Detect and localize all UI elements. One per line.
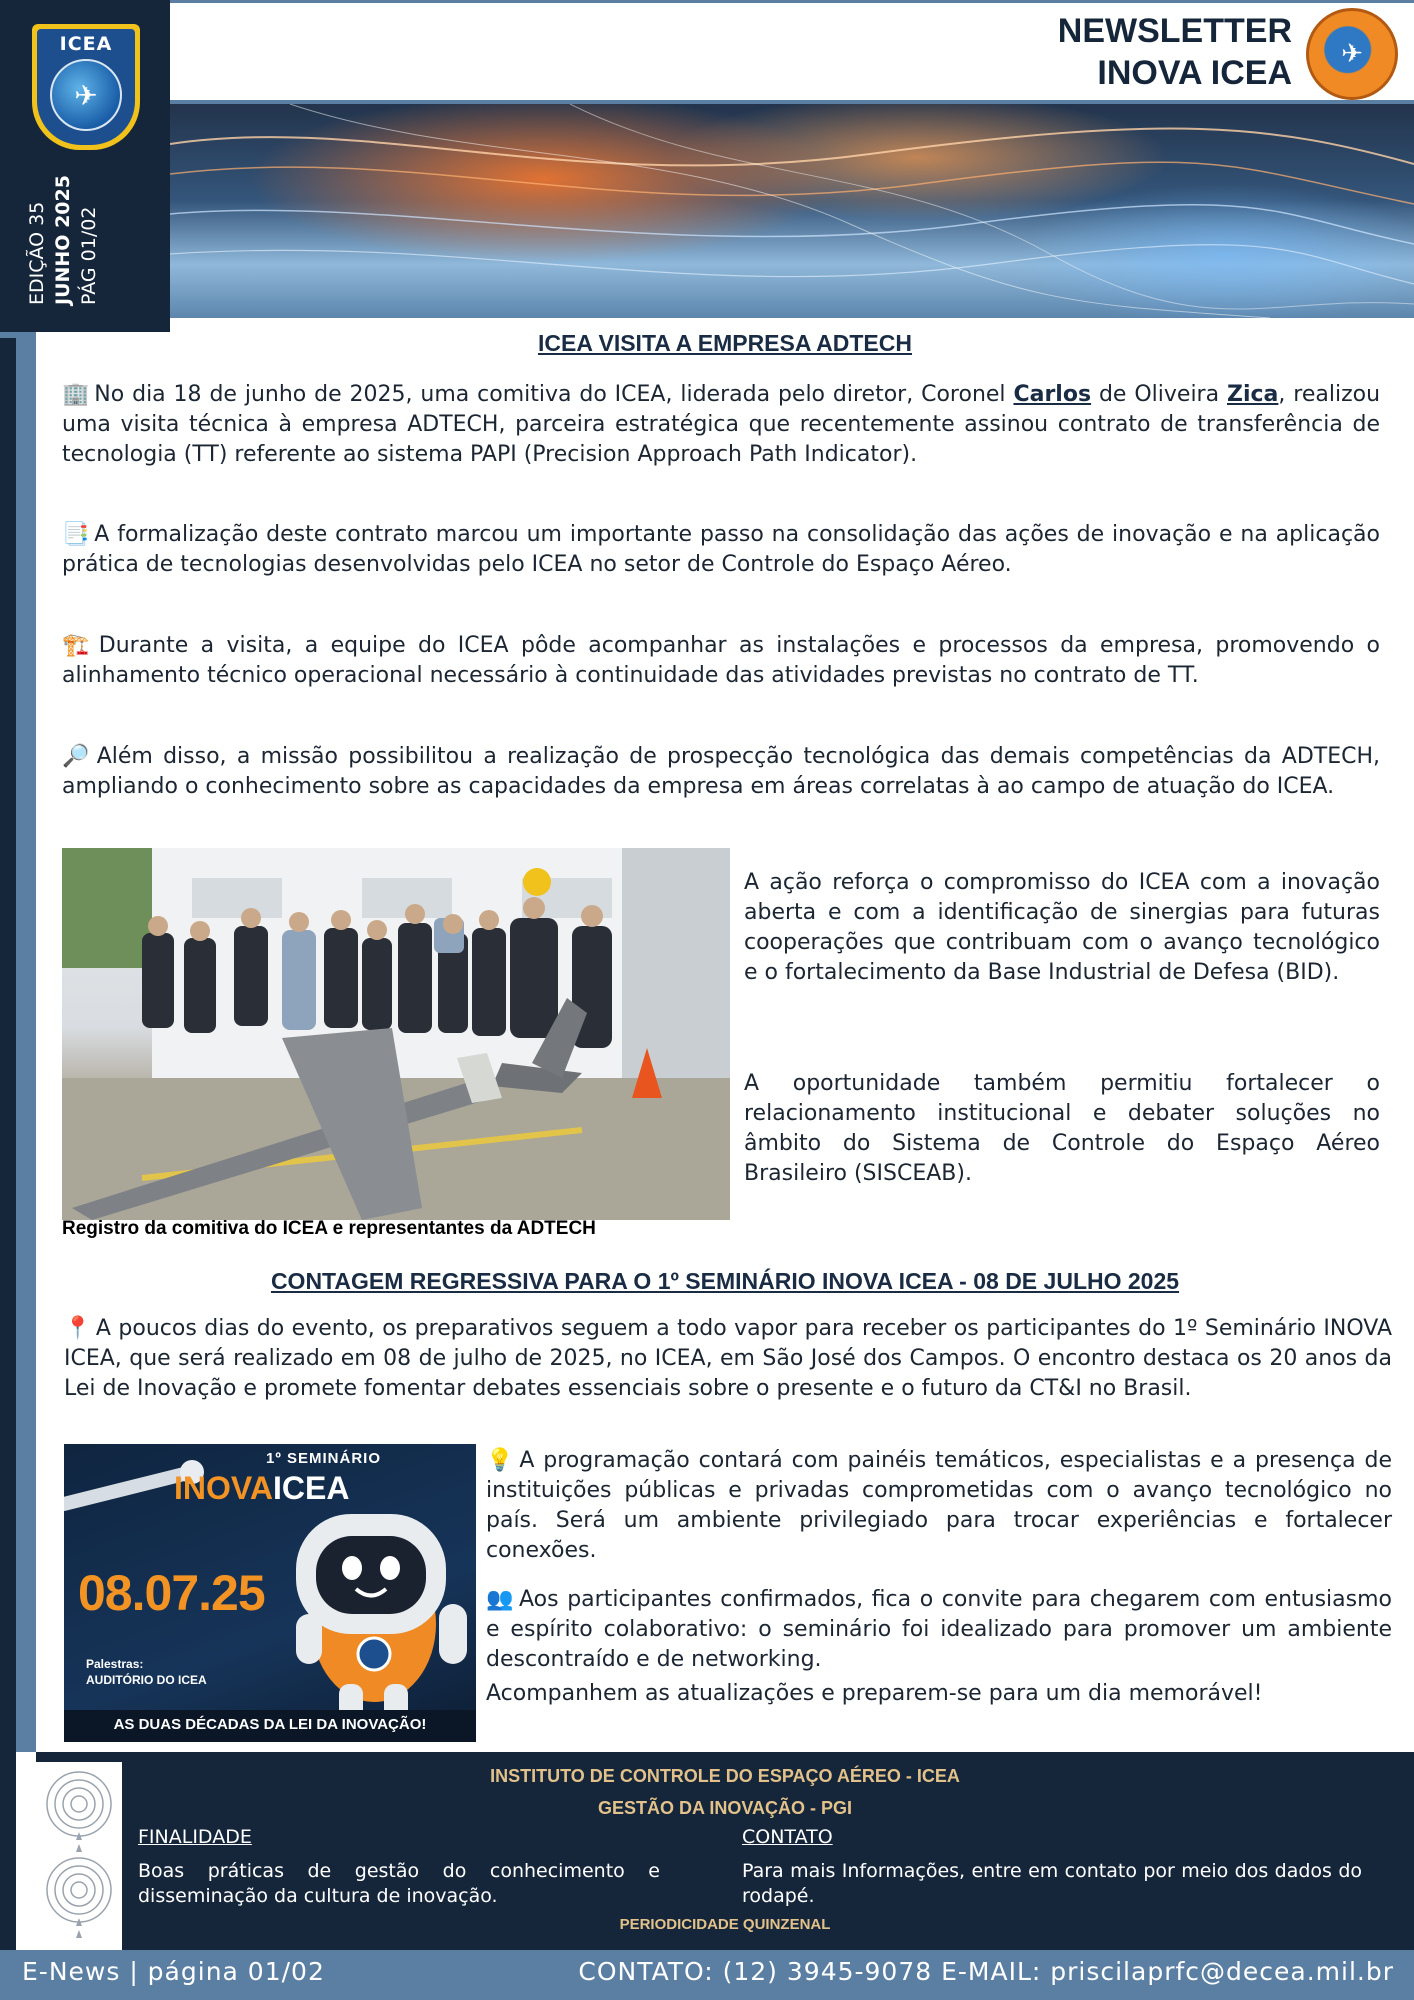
people-icon: 👥 (486, 1587, 516, 1612)
article1-paragraph-6: A oportunidade também permitiu fortalecer o relacionamento institucional e debater soluções no âmbito do Sistema de Controle do Espaço Aéreo Brasileiro (SISCEAB). (744, 1071, 1380, 1186)
magnifier-icon: 🔎 (62, 744, 93, 769)
article2-paragraph-4: Acompanhem as atualizações e preparem-se para um dia memorável! (486, 1681, 1263, 1706)
construction-crane-icon: 🏗️ (62, 633, 95, 658)
article2-paragraph-2: 💡 A programação contará com painéis temáticos, especialistas e a presença de instituições públicas e privadas comprometidas com o avanço tecnológico no país. Será um ambiente privilegiado para trocar experiências e fortalecer conexões. (486, 1448, 1392, 1563)
article1-title: ICEA VISITA A EMPRESA ADTECH (538, 330, 912, 356)
article2-paragraph-1: 📍 A poucos dias do evento, os preparativos seguem a todo vapor para receber os participantes do 1º Seminário INOVA ICEA, que será realizado em 08 de julho de 2025, no ICEA, em São José dos Campos. O encontro destaca os 20 anos da Lei de Inovação e promete fomentar debates essenciais sobre o presente e o futuro da CT&I no Brasil. (64, 1316, 1392, 1401)
lightbulb-icon: 💡 (486, 1448, 516, 1473)
article1-paragraph-2: 📑 A formalização deste contrato marcou um importante passo na consolidação das ações de inovação e na aplicação prática de tecnologias desenvolvidas pelo ICEA no setor de Controle do Espaço Aéreo. (62, 522, 1380, 577)
edition-info (26, 175, 100, 305)
contact-info[interactable]: CONTATO: (12) 3945-9078 E-MAIL: priscilaprfc@decea.mil.br (578, 1957, 1394, 1986)
footer-contact-text: Para mais Informações, entre em contato por meio dos dados do rodapé. (742, 1860, 1362, 1907)
edition-number: EDIÇÃO 35 (26, 201, 48, 305)
light-streaks-graphic (170, 104, 1414, 318)
footer-periodicity: PERIODICIDADE QUINZENAL (619, 1916, 831, 1933)
icea-logo-text: ICEA (59, 33, 113, 55)
poster-brand: INOVAICEA (174, 1470, 350, 1506)
article2-paragraph-3: 👥 Aos participantes confirmados, fica o convite para chegarem com entusiasmo e espírito colaborativo: o seminário foi idealizado para promover um ambiente descontraído e de networking. (486, 1587, 1392, 1672)
group-photo-illustration (62, 848, 730, 1220)
document-icon: 📑 (62, 522, 91, 547)
seminar-poster (64, 1444, 476, 1742)
edition-month: JUNHO 2025 (52, 175, 74, 305)
name-link-carlos[interactable]: Carlos (1013, 382, 1092, 407)
hero-banner (170, 104, 1414, 318)
poster-footer: AS DUAS DÉCADAS DA LEI DA INOVAÇÃO! (113, 1716, 427, 1733)
footer-org-name: INSTITUTO DE CONTROLE DO ESPAÇO AÉREO - ICEA (490, 1766, 960, 1786)
poster-date: 08.07.25 (78, 1565, 265, 1621)
globe-icon: ✈ (50, 59, 122, 131)
article1-paragraph-5: A ação reforça o compromisso do ICEA com a inovação aberta e com a identificação de sinergias para futuras cooperações que contribuam com o avanço tecnológico e o fortalecimento da Base Industrial de Defesa (BID). (744, 870, 1380, 985)
edition-page: PÁG 01/02 (78, 206, 100, 305)
footer-purpose-text: Boas práticas de gestão do conhecimento e disseminação da cultura de inovação. (138, 1860, 660, 1907)
footer-purpose-heading: FINALIDADE (138, 1826, 252, 1848)
article1-paragraph-3: 🏗️ Durante a visita, a equipe do ICEA pôde acompanhar as instalações e processos da empresa, promovendo o alinhamento técnico operacional necessário à continuidade das atividades previstas no contrato de TT. (62, 633, 1380, 688)
footer-department: GESTÃO DA INOVAÇÃO - PGI (597, 1798, 852, 1818)
office-building-icon: 🏢 (62, 382, 91, 407)
left-frame-dark (0, 332, 16, 1952)
inova-icea-logo: ✈ (1306, 8, 1398, 100)
newsletter-title-line2: INOVA ICEA (1097, 54, 1292, 92)
poster-seminar-label: 1º SEMINÁRIO (266, 1450, 381, 1467)
left-frame-light (16, 332, 36, 1752)
article1-paragraph-4: 🔎 Além disso, a missão possibilitou a realização de prospecção tecnológica das demais competências da ADTECH, ampliando o conhecimento sobre as capacidades da empresa em áreas correlatas à ao campo de atuação do ICEA. (62, 744, 1380, 799)
left-frame-top (0, 332, 36, 338)
photo-caption: Registro da comitiva do ICEA e representantes da ADTECH (62, 1218, 596, 1239)
newsletter-title (1058, 10, 1292, 94)
adtech-group-photo (62, 848, 730, 1220)
article1-paragraph-1: 🏢 No dia 18 de junho de 2025, uma comitiva do ICEA, liderada pelo diretor, Coronel Carlos de Oliveira Zica, realizou uma visita técnica à empresa ADTECH, parceira estratégica que recentemente assinou contrato de transferência de tecnologia (TT) referente ao sistema PAPI (Precision Approach Path Indicator). (62, 382, 1381, 467)
footer-contact-heading: CONTATO (742, 1826, 833, 1848)
article2-title: CONTAGEM REGRESSIVA PARA O 1º SEMINÁRIO INOVA ICEA - 08 DE JULHO 2025 (270, 1268, 1180, 1294)
page-indicator: E-News | página 01/02 (22, 1957, 325, 1986)
top-rule (0, 0, 1414, 3)
location-pin-icon: 📍 (64, 1316, 92, 1341)
name-link-zica[interactable]: Zica (1227, 382, 1279, 407)
poster-talks: Palestras: AUDITÓRIO DO ICEA (86, 1657, 207, 1687)
newsletter-title-line1: NEWSLETTER (1057, 12, 1292, 50)
icea-logo (32, 24, 140, 150)
